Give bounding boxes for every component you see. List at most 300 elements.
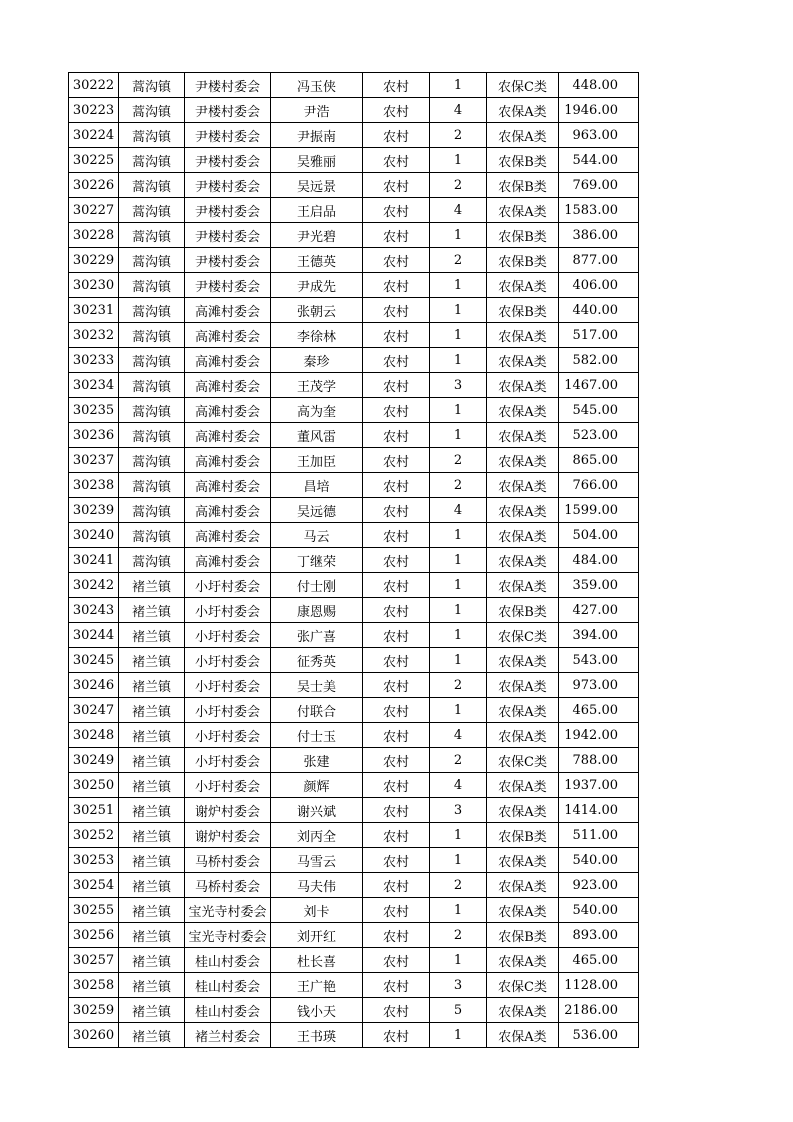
name-cell: 张建	[271, 748, 363, 773]
id-cell: 30235	[69, 398, 119, 423]
type-cell: 农保A类	[487, 898, 559, 923]
count-cell: 1	[430, 898, 487, 923]
category-cell: 农村	[363, 523, 430, 548]
count-cell: 3	[430, 973, 487, 998]
table-row	[69, 598, 639, 623]
village-cell: 宝光寺村委会	[185, 898, 271, 923]
type-cell: 农保B类	[487, 923, 559, 948]
amount-cell: 788.00	[559, 748, 639, 773]
type-cell: 农保A类	[487, 998, 559, 1023]
town-cell: 蒿沟镇	[119, 348, 185, 373]
town-cell: 褚兰镇	[119, 623, 185, 648]
count-cell: 2	[430, 248, 487, 273]
name-cell: 钱小天	[271, 998, 363, 1023]
town-cell: 蒿沟镇	[119, 323, 185, 348]
name-cell: 尹浩	[271, 98, 363, 123]
category-cell: 农村	[363, 573, 430, 598]
category-cell: 农村	[363, 73, 430, 98]
table-row	[69, 1023, 639, 1048]
category-cell: 农村	[363, 1023, 430, 1048]
category-cell: 农村	[363, 348, 430, 373]
id-cell: 30226	[69, 173, 119, 198]
category-cell: 农村	[363, 198, 430, 223]
type-cell: 农保A类	[487, 548, 559, 573]
name-cell: 付士刚	[271, 573, 363, 598]
name-cell: 王加臣	[271, 448, 363, 473]
id-cell: 30230	[69, 273, 119, 298]
name-cell: 董风雷	[271, 423, 363, 448]
table-row	[69, 573, 639, 598]
id-cell: 30234	[69, 373, 119, 398]
table-row	[69, 623, 639, 648]
id-cell: 30249	[69, 748, 119, 773]
category-cell: 农村	[363, 398, 430, 423]
amount-cell: 963.00	[559, 123, 639, 148]
type-cell: 农保B类	[487, 823, 559, 848]
count-cell: 3	[430, 798, 487, 823]
id-cell: 30257	[69, 948, 119, 973]
amount-cell: 1942.00	[559, 723, 639, 748]
name-cell: 高为奎	[271, 398, 363, 423]
town-cell: 蒿沟镇	[119, 223, 185, 248]
name-cell: 付士玉	[271, 723, 363, 748]
category-cell: 农村	[363, 248, 430, 273]
id-cell: 30252	[69, 823, 119, 848]
town-cell: 蒿沟镇	[119, 248, 185, 273]
count-cell: 2	[430, 673, 487, 698]
name-cell: 昌培	[271, 473, 363, 498]
type-cell: 农保A类	[487, 873, 559, 898]
type-cell: 农保A类	[487, 348, 559, 373]
town-cell: 褚兰镇	[119, 648, 185, 673]
table-row	[69, 223, 639, 248]
village-cell: 谢炉村委会	[185, 823, 271, 848]
count-cell: 2	[430, 173, 487, 198]
category-cell: 农村	[363, 148, 430, 173]
village-cell: 高滩村委会	[185, 348, 271, 373]
type-cell: 农保B类	[487, 248, 559, 273]
id-cell: 30238	[69, 473, 119, 498]
category-cell: 农村	[363, 173, 430, 198]
name-cell: 冯玉侠	[271, 73, 363, 98]
category-cell: 农村	[363, 98, 430, 123]
category-cell: 农村	[363, 373, 430, 398]
amount-cell: 923.00	[559, 873, 639, 898]
count-cell: 1	[430, 573, 487, 598]
category-cell: 农村	[363, 548, 430, 573]
count-cell: 1	[430, 148, 487, 173]
town-cell: 蒿沟镇	[119, 123, 185, 148]
name-cell: 马夫伟	[271, 873, 363, 898]
name-cell: 刘丙全	[271, 823, 363, 848]
name-cell: 马雪云	[271, 848, 363, 873]
amount-cell: 973.00	[559, 673, 639, 698]
village-cell: 高滩村委会	[185, 473, 271, 498]
town-cell: 蒿沟镇	[119, 398, 185, 423]
town-cell: 褚兰镇	[119, 948, 185, 973]
name-cell: 谢兴斌	[271, 798, 363, 823]
type-cell: 农保A类	[487, 498, 559, 523]
amount-cell: 877.00	[559, 248, 639, 273]
table-row	[69, 773, 639, 798]
id-cell: 30236	[69, 423, 119, 448]
count-cell: 4	[430, 198, 487, 223]
category-cell: 农村	[363, 673, 430, 698]
table-row	[69, 323, 639, 348]
id-cell: 30241	[69, 548, 119, 573]
name-cell: 颜辉	[271, 773, 363, 798]
count-cell: 4	[430, 98, 487, 123]
category-cell: 农村	[363, 773, 430, 798]
type-cell: 农保A类	[487, 698, 559, 723]
id-cell: 30223	[69, 98, 119, 123]
name-cell: 征秀英	[271, 648, 363, 673]
id-cell: 30255	[69, 898, 119, 923]
village-cell: 小圩村委会	[185, 723, 271, 748]
count-cell: 1	[430, 548, 487, 573]
village-cell: 高滩村委会	[185, 323, 271, 348]
amount-cell: 406.00	[559, 273, 639, 298]
amount-cell: 1128.00	[559, 973, 639, 998]
category-cell: 农村	[363, 873, 430, 898]
type-cell: 农保A类	[487, 98, 559, 123]
table-row	[69, 148, 639, 173]
id-cell: 30260	[69, 1023, 119, 1048]
id-cell: 30239	[69, 498, 119, 523]
type-cell: 农保A类	[487, 398, 559, 423]
count-cell: 2	[430, 448, 487, 473]
count-cell: 1	[430, 323, 487, 348]
village-cell: 高滩村委会	[185, 373, 271, 398]
town-cell: 褚兰镇	[119, 823, 185, 848]
table-row	[69, 273, 639, 298]
town-cell: 蒿沟镇	[119, 448, 185, 473]
type-cell: 农保B类	[487, 598, 559, 623]
table-row	[69, 973, 639, 998]
name-cell: 杜长喜	[271, 948, 363, 973]
id-cell: 30232	[69, 323, 119, 348]
table-row	[69, 373, 639, 398]
town-cell: 褚兰镇	[119, 748, 185, 773]
name-cell: 王启品	[271, 198, 363, 223]
amount-cell: 1946.00	[559, 98, 639, 123]
count-cell: 2	[430, 873, 487, 898]
type-cell: 农保A类	[487, 573, 559, 598]
id-cell: 30222	[69, 73, 119, 98]
village-cell: 尹楼村委会	[185, 73, 271, 98]
name-cell: 尹振南	[271, 123, 363, 148]
name-cell: 丁继荣	[271, 548, 363, 573]
type-cell: 农保A类	[487, 523, 559, 548]
village-cell: 小圩村委会	[185, 573, 271, 598]
table-row	[69, 923, 639, 948]
table-row	[69, 398, 639, 423]
village-cell: 尹楼村委会	[185, 123, 271, 148]
town-cell: 蒿沟镇	[119, 273, 185, 298]
village-cell: 高滩村委会	[185, 398, 271, 423]
amount-cell: 1583.00	[559, 198, 639, 223]
id-cell: 30253	[69, 848, 119, 873]
village-cell: 尹楼村委会	[185, 248, 271, 273]
name-cell: 马云	[271, 523, 363, 548]
table-row	[69, 423, 639, 448]
id-cell: 30251	[69, 798, 119, 823]
town-cell: 褚兰镇	[119, 923, 185, 948]
name-cell: 吴雅丽	[271, 148, 363, 173]
amount-cell: 386.00	[559, 223, 639, 248]
amount-cell: 523.00	[559, 423, 639, 448]
amount-cell: 511.00	[559, 823, 639, 848]
village-cell: 高滩村委会	[185, 448, 271, 473]
category-cell: 农村	[363, 298, 430, 323]
town-cell: 褚兰镇	[119, 898, 185, 923]
village-cell: 小圩村委会	[185, 698, 271, 723]
type-cell: 农保A类	[487, 723, 559, 748]
town-cell: 蒿沟镇	[119, 148, 185, 173]
type-cell: 农保A类	[487, 773, 559, 798]
town-cell: 褚兰镇	[119, 998, 185, 1023]
category-cell: 农村	[363, 948, 430, 973]
id-cell: 30254	[69, 873, 119, 898]
town-cell: 褚兰镇	[119, 598, 185, 623]
town-cell: 蒿沟镇	[119, 373, 185, 398]
village-cell: 小圩村委会	[185, 673, 271, 698]
count-cell: 4	[430, 773, 487, 798]
type-cell: 农保B类	[487, 173, 559, 198]
id-cell: 30256	[69, 923, 119, 948]
village-cell: 马桥村委会	[185, 873, 271, 898]
town-cell: 褚兰镇	[119, 573, 185, 598]
town-cell: 褚兰镇	[119, 723, 185, 748]
name-cell: 吴士美	[271, 673, 363, 698]
town-cell: 蒿沟镇	[119, 198, 185, 223]
id-cell: 30247	[69, 698, 119, 723]
type-cell: 农保A类	[487, 1023, 559, 1048]
town-cell: 蒿沟镇	[119, 98, 185, 123]
id-cell: 30242	[69, 573, 119, 598]
count-cell: 1	[430, 623, 487, 648]
category-cell: 农村	[363, 473, 430, 498]
count-cell: 1	[430, 698, 487, 723]
count-cell: 1	[430, 298, 487, 323]
id-cell: 30233	[69, 348, 119, 373]
count-cell: 1	[430, 523, 487, 548]
amount-cell: 394.00	[559, 623, 639, 648]
amount-cell: 1937.00	[559, 773, 639, 798]
town-cell: 蒿沟镇	[119, 73, 185, 98]
id-cell: 30245	[69, 648, 119, 673]
type-cell: 农保A类	[487, 848, 559, 873]
table-row	[69, 523, 639, 548]
name-cell: 付联合	[271, 698, 363, 723]
village-cell: 尹楼村委会	[185, 223, 271, 248]
type-cell: 农保A类	[487, 323, 559, 348]
table-row	[69, 748, 639, 773]
type-cell: 农保A类	[487, 673, 559, 698]
roster-table	[68, 72, 639, 1048]
count-cell: 1	[430, 273, 487, 298]
amount-cell: 1414.00	[559, 798, 639, 823]
count-cell: 1	[430, 648, 487, 673]
count-cell: 5	[430, 998, 487, 1023]
count-cell: 1	[430, 423, 487, 448]
category-cell: 农村	[363, 723, 430, 748]
amount-cell: 465.00	[559, 948, 639, 973]
village-cell: 谢炉村委会	[185, 798, 271, 823]
town-cell: 蒿沟镇	[119, 423, 185, 448]
category-cell: 农村	[363, 623, 430, 648]
village-cell: 小圩村委会	[185, 598, 271, 623]
amount-cell: 2186.00	[559, 998, 639, 1023]
amount-cell: 536.00	[559, 1023, 639, 1048]
table-row	[69, 823, 639, 848]
type-cell: 农保B类	[487, 298, 559, 323]
amount-cell: 769.00	[559, 173, 639, 198]
name-cell: 张朝云	[271, 298, 363, 323]
count-cell: 4	[430, 498, 487, 523]
category-cell: 农村	[363, 998, 430, 1023]
name-cell: 秦珍	[271, 348, 363, 373]
type-cell: 农保A类	[487, 423, 559, 448]
table-row	[69, 798, 639, 823]
category-cell: 农村	[363, 123, 430, 148]
town-cell: 蒿沟镇	[119, 523, 185, 548]
town-cell: 褚兰镇	[119, 1023, 185, 1048]
amount-cell: 540.00	[559, 898, 639, 923]
type-cell: 农保C类	[487, 973, 559, 998]
village-cell: 尹楼村委会	[185, 148, 271, 173]
table-row	[69, 348, 639, 373]
id-cell: 30259	[69, 998, 119, 1023]
town-cell: 褚兰镇	[119, 973, 185, 998]
town-cell: 蒿沟镇	[119, 298, 185, 323]
amount-cell: 893.00	[559, 923, 639, 948]
count-cell: 1	[430, 823, 487, 848]
village-cell: 尹楼村委会	[185, 198, 271, 223]
type-cell: 农保B类	[487, 148, 559, 173]
amount-cell: 359.00	[559, 573, 639, 598]
count-cell: 2	[430, 473, 487, 498]
name-cell: 李徐林	[271, 323, 363, 348]
count-cell: 2	[430, 748, 487, 773]
count-cell: 1	[430, 223, 487, 248]
village-cell: 小圩村委会	[185, 648, 271, 673]
type-cell: 农保A类	[487, 948, 559, 973]
town-cell: 褚兰镇	[119, 798, 185, 823]
type-cell: 农保A类	[487, 448, 559, 473]
table-row	[69, 948, 639, 973]
category-cell: 农村	[363, 973, 430, 998]
id-cell: 30225	[69, 148, 119, 173]
name-cell: 康恩赐	[271, 598, 363, 623]
category-cell: 农村	[363, 923, 430, 948]
name-cell: 王书瑛	[271, 1023, 363, 1048]
table-row	[69, 123, 639, 148]
amount-cell: 766.00	[559, 473, 639, 498]
village-cell: 高滩村委会	[185, 523, 271, 548]
table-row	[69, 848, 639, 873]
name-cell: 张广喜	[271, 623, 363, 648]
id-cell: 30228	[69, 223, 119, 248]
name-cell: 王茂学	[271, 373, 363, 398]
type-cell: 农保A类	[487, 198, 559, 223]
name-cell: 刘开红	[271, 923, 363, 948]
id-cell: 30237	[69, 448, 119, 473]
name-cell: 王德英	[271, 248, 363, 273]
name-cell: 尹光碧	[271, 223, 363, 248]
type-cell: 农保A类	[487, 648, 559, 673]
category-cell: 农村	[363, 798, 430, 823]
id-cell: 30246	[69, 673, 119, 698]
village-cell: 小圩村委会	[185, 773, 271, 798]
amount-cell: 440.00	[559, 298, 639, 323]
category-cell: 农村	[363, 323, 430, 348]
table-row	[69, 673, 639, 698]
village-cell: 桂山村委会	[185, 948, 271, 973]
name-cell: 王广艳	[271, 973, 363, 998]
table-row	[69, 698, 639, 723]
town-cell: 蒿沟镇	[119, 498, 185, 523]
table-row	[69, 648, 639, 673]
table-row	[69, 898, 639, 923]
village-cell: 桂山村委会	[185, 998, 271, 1023]
category-cell: 农村	[363, 848, 430, 873]
type-cell: 农保C类	[487, 73, 559, 98]
category-cell: 农村	[363, 698, 430, 723]
village-cell: 小圩村委会	[185, 748, 271, 773]
village-cell: 马桥村委会	[185, 848, 271, 873]
village-cell: 桂山村委会	[185, 973, 271, 998]
category-cell: 农村	[363, 498, 430, 523]
amount-cell: 504.00	[559, 523, 639, 548]
town-cell: 褚兰镇	[119, 848, 185, 873]
type-cell: 农保A类	[487, 798, 559, 823]
category-cell: 农村	[363, 273, 430, 298]
village-cell: 高滩村委会	[185, 498, 271, 523]
count-cell: 1	[430, 73, 487, 98]
category-cell: 农村	[363, 823, 430, 848]
town-cell: 蒿沟镇	[119, 473, 185, 498]
amount-cell: 865.00	[559, 448, 639, 473]
id-cell: 30243	[69, 598, 119, 623]
town-cell: 褚兰镇	[119, 698, 185, 723]
id-cell: 30258	[69, 973, 119, 998]
type-cell: 农保A类	[487, 273, 559, 298]
category-cell: 农村	[363, 448, 430, 473]
amount-cell: 1599.00	[559, 498, 639, 523]
town-cell: 蒿沟镇	[119, 173, 185, 198]
amount-cell: 545.00	[559, 398, 639, 423]
id-cell: 30240	[69, 523, 119, 548]
table-row	[69, 998, 639, 1023]
village-cell: 小圩村委会	[185, 623, 271, 648]
table-row	[69, 498, 639, 523]
category-cell: 农村	[363, 898, 430, 923]
category-cell: 农村	[363, 423, 430, 448]
table-row	[69, 173, 639, 198]
village-cell: 褚兰村委会	[185, 1023, 271, 1048]
village-cell: 尹楼村委会	[185, 98, 271, 123]
table-row	[69, 548, 639, 573]
amount-cell: 465.00	[559, 698, 639, 723]
name-cell: 刘卡	[271, 898, 363, 923]
name-cell: 吴远景	[271, 173, 363, 198]
id-cell: 30248	[69, 723, 119, 748]
count-cell: 1	[430, 398, 487, 423]
count-cell: 1	[430, 1023, 487, 1048]
count-cell: 1	[430, 948, 487, 973]
id-cell: 30244	[69, 623, 119, 648]
